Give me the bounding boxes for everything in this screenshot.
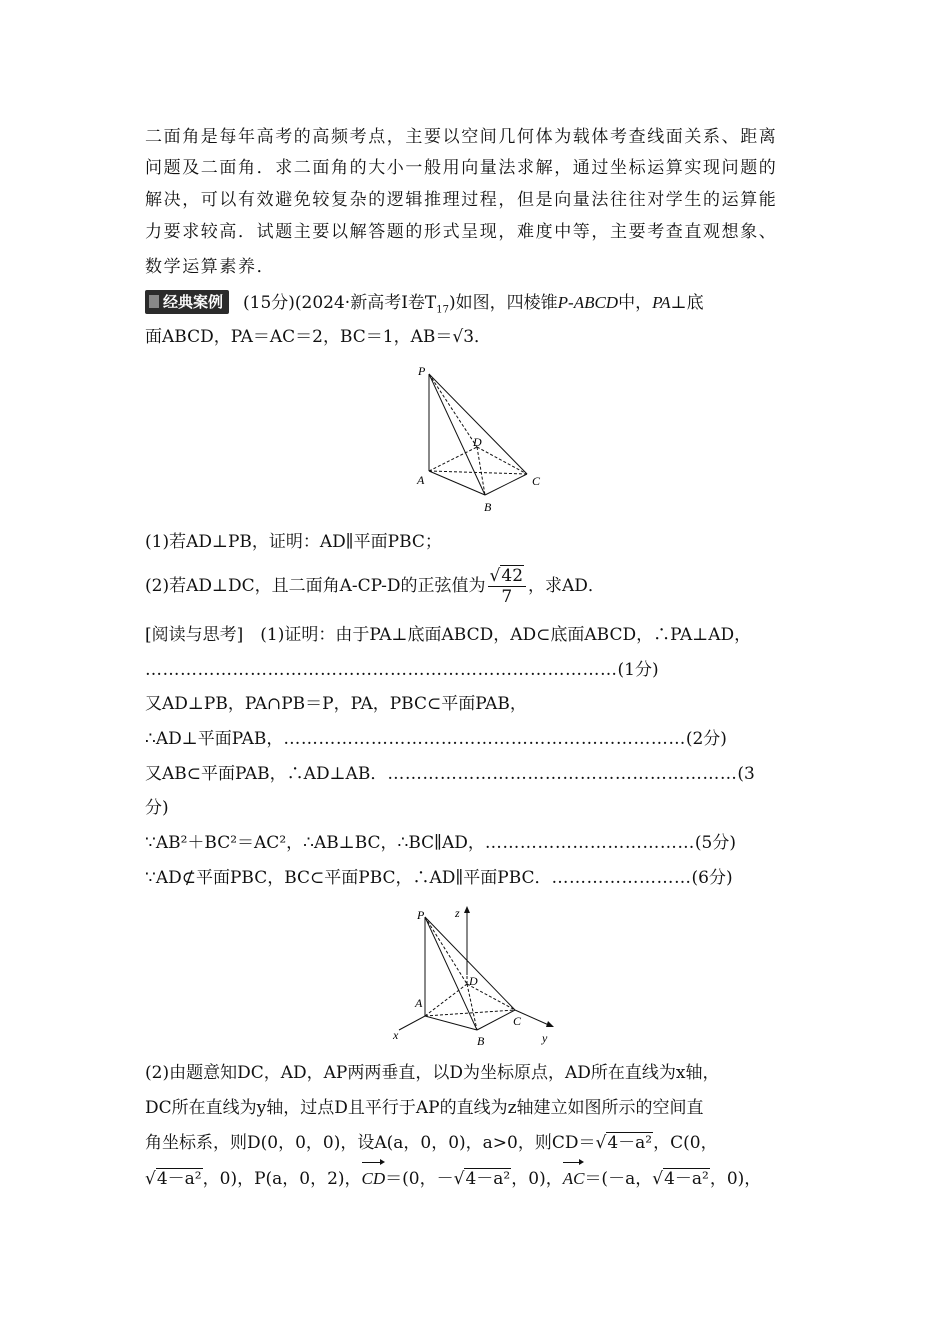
part2-line-3: 角坐标系，则D(0，0，0)，设A(a，0，0)，a>0，则CD＝√4－a²，C(0， (145, 1133, 718, 1153)
fig2-label-x: x (393, 1028, 399, 1042)
case-line-1 (145, 288, 805, 325)
fig2-label-p: P (417, 908, 425, 922)
fig2-label-z: z (455, 906, 460, 920)
reading-l8-text: ∵AD⊄平面PBC，BC⊂平面PBC，∴AD∥平面PBC． (145, 868, 552, 888)
case-line-2: 面ABCD，PA＝AC＝2，BC＝1，AB＝√3． (145, 327, 492, 347)
vector-ac: AC (563, 1164, 585, 1194)
case-score-sub: 17 (436, 304, 450, 316)
dots-1: ……………………………………………………………………… (145, 660, 618, 680)
fig1-label-d: D (473, 435, 482, 449)
score-1: (1分) (617, 660, 659, 680)
case-pyramid: P-ABCD (557, 293, 619, 312)
fig2-label-b: B (477, 1034, 485, 1048)
pyramid-figure-2 (385, 905, 565, 1050)
part2-l4-c: ，0)， (511, 1169, 563, 1189)
fig1-label-p: P (418, 364, 426, 378)
q2-fraction: $\frac{√42}{7}$ (488, 566, 526, 607)
radical-1: 4－a² (607, 1133, 653, 1153)
part2-line-4: √4－a²，0)，P(a，0，2)，CD＝(0，－√4－a²，0)，AC＝(－a，√4－a²，0)， (145, 1164, 805, 1194)
fig2-label-c: C (513, 1014, 522, 1028)
radical-2: 4－a² (156, 1169, 202, 1189)
dots-2: …………………………………………………………… (283, 729, 686, 749)
intro-line-3: 解决，可以有效避免较复杂的逻辑推理过程，但是向量法往往对学生的运算能 (145, 190, 778, 210)
pyramid-figure-1 (405, 360, 555, 520)
case-badge (145, 290, 229, 314)
reading-line-8 (145, 863, 805, 893)
reading-line-4 (145, 724, 805, 754)
radical-4: 4－a² (664, 1169, 709, 1189)
reading-l7-text: ∵AB²＋BC²＝AC²，∴AB⊥BC，∴BC∥AD， (145, 833, 485, 853)
case-pa: PA (652, 293, 671, 312)
fig1-label-a: A (417, 473, 425, 487)
case-perp: ⊥底 (670, 293, 704, 313)
reading-line-7 (145, 828, 805, 858)
fig1-label-c: C (532, 474, 541, 488)
intro-line-1: 二面角是每年高考的高频考点，主要以空间几何体为载体考查线面关系、距离 (145, 127, 778, 147)
badge-square-icon (149, 295, 159, 308)
case-mid: 中， (618, 293, 653, 313)
q2-post: ，求AD． (528, 576, 605, 596)
reading-line-2 (145, 655, 805, 685)
q2-pre: (2)若AD⊥DC，且二面角A-CP-D的正弦值为 (145, 576, 486, 596)
fig1-label-b: B (484, 500, 492, 514)
reading-l5-text: 又AB⊂平面PAB，∴AD⊥AB． (145, 764, 388, 784)
q2-num: 42 (501, 566, 524, 586)
case-score: (15分)(2024·新高考Ⅰ卷T (243, 293, 437, 313)
q2-den: 7 (501, 587, 513, 607)
fig2-label-a: A (415, 996, 423, 1010)
part2-l4-e: ，0)， (709, 1169, 762, 1189)
case-after: )如图，四棱锥 (449, 293, 558, 313)
part2-line-2: DC所在直线为y轴，过点D且平行于AP的直线为z轴建立如图所示的空间直 (145, 1098, 704, 1118)
question-2 (145, 564, 805, 608)
intro-line-5: 数学运算素养． (145, 257, 276, 277)
intro-line-2: 问题及二面角．求二面角的大小一般用向量法求解，通过坐标运算实现问题的 (145, 158, 778, 178)
question-1: (1)若AD⊥PB，证明：AD∥平面PBC； (145, 532, 442, 552)
badge-label: 经典案例 (163, 293, 224, 311)
reading-line-3: 又AD⊥PB，PA∩PB＝P，PA，PBC⊂平面PAB， (145, 694, 527, 714)
part2-line-1: (2)由题意知DC，AD，AP两两垂直，以D为坐标原点，AD所在直线为x轴， (145, 1063, 720, 1083)
fig2-label-y: y (542, 1031, 548, 1045)
reading-line-6: 分) (145, 798, 169, 818)
radical-3: 4－a² (465, 1169, 511, 1189)
part2-l4-a: ，0)，P(a，0，2)， (202, 1169, 362, 1189)
score-4: (5分) (694, 833, 737, 853)
part2-l3-a: 角坐标系，则D(0，0，0)，设A(a，0，0)，a>0，则CD＝ (145, 1133, 596, 1153)
part2-l4-d: ＝(－a， (584, 1169, 653, 1189)
dots-3: …………………………………………………… (387, 764, 738, 784)
dots-5: …………………… (551, 868, 692, 888)
part2-l3-b: ，C(0， (653, 1133, 718, 1153)
reading-l4-text: ∴AD⊥平面PAB， (145, 729, 284, 749)
vector-cd: CD (362, 1164, 386, 1194)
score-5: (6分) (691, 868, 733, 888)
score-3: (3 (737, 764, 755, 784)
score-2: (2分) (685, 729, 727, 749)
fig2-label-d: D (469, 974, 478, 988)
dots-4: ……………………………… (484, 833, 695, 853)
part2-l4-b: ＝(0，－ (385, 1169, 454, 1189)
intro-line-4: 力要求较高．试题主要以解答题的形式呈现，难度中等，主要考查直观想象、 (145, 222, 778, 242)
reading-line-1: [阅读与思考] (1)证明：由于PA⊥底面ABCD，AD⊂底面ABCD，∴PA⊥AD， (145, 625, 752, 645)
reading-line-5 (145, 759, 805, 789)
